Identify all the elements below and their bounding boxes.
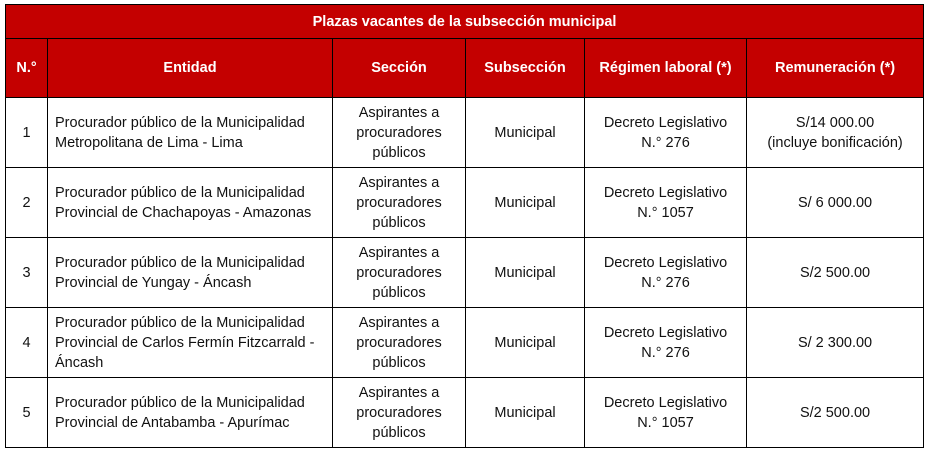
cell-entidad bbox=[48, 378, 333, 448]
header-regimen: Régimen laboral (*) bbox=[585, 39, 747, 98]
regimen-line-2: N.° 276 bbox=[641, 274, 690, 291]
remuneracion-line-1: S/2 500.00 bbox=[799, 404, 871, 421]
row-num: 5 bbox=[22, 404, 31, 421]
entidad-line-2: Provincial de Yungay - Áncash bbox=[55, 274, 252, 291]
seccion-line-2: procuradores bbox=[356, 264, 442, 281]
seccion-line-3: públicos bbox=[372, 354, 426, 371]
entidad-line-2: Provincial de Chachapoyas - Amazonas bbox=[55, 204, 312, 221]
subseccion-value: Municipal bbox=[494, 264, 556, 281]
regimen-line-2: N.° 276 bbox=[641, 134, 690, 151]
cell-subseccion bbox=[466, 98, 585, 168]
seccion-line-1: Aspirantes a bbox=[358, 314, 440, 331]
cell-seccion bbox=[333, 378, 466, 448]
remuneracion-line-1: S/ 6 000.00 bbox=[797, 194, 873, 211]
cell-entidad bbox=[48, 168, 333, 238]
cell-remuneracion bbox=[747, 378, 924, 448]
seccion-line-2: procuradores bbox=[356, 124, 442, 141]
seccion-line-3: públicos bbox=[372, 424, 426, 441]
subseccion-value: Municipal bbox=[494, 194, 556, 211]
cell-subseccion bbox=[466, 238, 585, 308]
table-body bbox=[6, 98, 924, 448]
cell-remuneracion bbox=[747, 168, 924, 238]
cell-entidad bbox=[48, 98, 333, 168]
cell-num bbox=[6, 308, 48, 378]
seccion-line-3: públicos bbox=[372, 144, 426, 161]
regimen-line-2: N.° 1057 bbox=[637, 414, 694, 431]
entidad-line-1: Procurador público de la Municipalidad bbox=[55, 114, 305, 131]
cell-regimen bbox=[585, 98, 747, 168]
subseccion-value: Municipal bbox=[494, 124, 556, 141]
seccion-line-3: públicos bbox=[372, 214, 426, 231]
vacancies-table bbox=[5, 4, 924, 448]
remuneracion-line-1: S/ 2 300.00 bbox=[797, 334, 873, 351]
header-subseccion: Subsección bbox=[466, 39, 585, 98]
cell-regimen bbox=[585, 308, 747, 378]
header-seccion: Sección bbox=[333, 39, 466, 98]
table-row bbox=[6, 98, 924, 168]
entidad-line-2: Provincial de Carlos Fermín Fitzcarrald - bbox=[55, 334, 315, 351]
cell-seccion bbox=[333, 168, 466, 238]
seccion-line-1: Aspirantes a bbox=[358, 174, 440, 191]
remuneracion-line-2: (incluye bonificación) bbox=[767, 134, 903, 151]
remuneracion-line-1: S/14 000.00 bbox=[795, 114, 875, 131]
entidad-line-2: Metropolitana de Lima - Lima bbox=[55, 134, 243, 151]
entidad-line-1: Procurador público de la Municipalidad bbox=[55, 184, 305, 201]
header-remuneracion: Remuneración (*) bbox=[747, 39, 924, 98]
cell-entidad bbox=[48, 308, 333, 378]
cell-subseccion bbox=[466, 168, 585, 238]
cell-num bbox=[6, 168, 48, 238]
regimen-line-1: Decreto Legislativo bbox=[603, 254, 728, 271]
cell-remuneracion bbox=[747, 308, 924, 378]
subseccion-value: Municipal bbox=[494, 404, 556, 421]
entidad-line-3: Áncash bbox=[55, 354, 104, 371]
cell-subseccion bbox=[466, 308, 585, 378]
row-num: 2 bbox=[22, 194, 31, 211]
cell-subseccion bbox=[466, 378, 585, 448]
regimen-line-2: N.° 1057 bbox=[637, 204, 694, 221]
table-row bbox=[6, 168, 924, 238]
seccion-line-2: procuradores bbox=[356, 194, 442, 211]
cell-regimen bbox=[585, 168, 747, 238]
regimen-line-2: N.° 276 bbox=[641, 344, 690, 361]
header-num: N.° bbox=[6, 39, 48, 98]
table-header-row bbox=[6, 39, 924, 98]
regimen-line-1: Decreto Legislativo bbox=[603, 324, 728, 341]
regimen-line-1: Decreto Legislativo bbox=[603, 184, 728, 201]
entidad-line-2: Provincial de Antabamba - Apurímac bbox=[55, 414, 290, 431]
seccion-line-2: procuradores bbox=[356, 334, 442, 351]
row-num: 3 bbox=[22, 264, 31, 281]
cell-remuneracion bbox=[747, 98, 924, 168]
table-row bbox=[6, 308, 924, 378]
seccion-line-2: procuradores bbox=[356, 404, 442, 421]
cell-seccion bbox=[333, 98, 466, 168]
cell-entidad bbox=[48, 238, 333, 308]
entidad-line-1: Procurador público de la Municipalidad bbox=[55, 394, 305, 411]
header-entidad: Entidad bbox=[48, 39, 333, 98]
remuneracion-line-1: S/2 500.00 bbox=[799, 264, 871, 281]
table-row bbox=[6, 238, 924, 308]
regimen-line-1: Decreto Legislativo bbox=[603, 394, 728, 411]
cell-regimen bbox=[585, 378, 747, 448]
cell-num bbox=[6, 238, 48, 308]
row-num: 4 bbox=[22, 334, 31, 351]
subseccion-value: Municipal bbox=[494, 334, 556, 351]
table-row bbox=[6, 378, 924, 448]
seccion-line-1: Aspirantes a bbox=[358, 384, 440, 401]
cell-seccion bbox=[333, 238, 466, 308]
seccion-line-1: Aspirantes a bbox=[358, 104, 440, 121]
entidad-line-1: Procurador público de la Municipalidad bbox=[55, 314, 305, 331]
cell-regimen bbox=[585, 238, 747, 308]
seccion-line-1: Aspirantes a bbox=[358, 244, 440, 261]
cell-remuneracion bbox=[747, 238, 924, 308]
cell-seccion bbox=[333, 308, 466, 378]
cell-num bbox=[6, 378, 48, 448]
row-num: 1 bbox=[22, 124, 31, 141]
vacancies-table-container bbox=[5, 4, 923, 448]
seccion-line-3: públicos bbox=[372, 284, 426, 301]
cell-num bbox=[6, 98, 48, 168]
entidad-line-1: Procurador público de la Municipalidad bbox=[55, 254, 305, 271]
table-title-row bbox=[6, 5, 924, 39]
table-title: Plazas vacantes de la subsección municipal bbox=[6, 5, 924, 39]
regimen-line-1: Decreto Legislativo bbox=[603, 114, 728, 131]
